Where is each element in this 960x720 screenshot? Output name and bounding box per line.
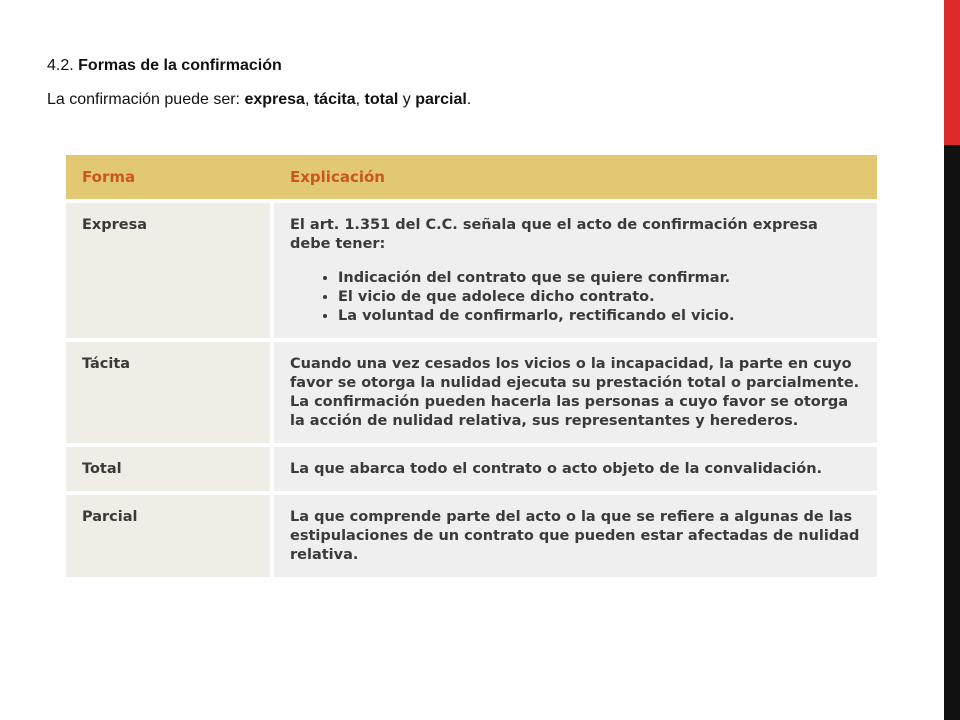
intro-term-tacita: tácita — [313, 91, 356, 108]
table-row — [66, 491, 877, 577]
intro-prefix: La confirmación puede ser: — [47, 91, 245, 108]
header-forma: Forma — [66, 155, 274, 199]
forms-table — [66, 155, 877, 577]
intro-term-total: total — [364, 91, 399, 108]
list-item: • El vicio de que adolece dicho contrato. — [338, 288, 861, 307]
table-header-row — [66, 155, 877, 199]
intro-term-parcial: parcial — [415, 91, 467, 108]
cell-forma: Expresa — [66, 199, 274, 338]
cell-forma: Parcial — [66, 491, 274, 577]
cell-explicacion: Cuando una vez cesados los vicios o la incapacidad, la parte en cuyo favor se otorga la nulidad ejecuta su prestación total o parcialmente. La confirmación pueden hacerla las personas a cuyo favor se otorga la acción de nulidad relativa, sus representantes y herederos. — [274, 338, 877, 443]
cell-explicacion: La que abarca todo el contrato o acto objeto de la convalidación. — [274, 443, 877, 491]
intro-separator: , — [304, 91, 314, 108]
table-row — [66, 443, 877, 491]
explicacion-text: El art. 1.351 del C.C. señala que el acto de confirmación expresa debe tener: — [290, 217, 818, 252]
intro-end: . — [466, 91, 472, 108]
forms-table-container — [66, 155, 877, 577]
table-row — [66, 199, 877, 338]
side-accent-bar-red — [944, 0, 960, 145]
intro-term-expresa: expresa — [244, 91, 305, 108]
requirements-list — [290, 269, 861, 326]
cell-explicacion — [274, 199, 877, 338]
side-accent-bar-black — [944, 145, 960, 720]
table-row — [66, 338, 877, 443]
slide-heading — [47, 56, 282, 76]
intro-separator: y — [398, 91, 416, 108]
heading-title: Formas de la confirmación — [78, 57, 282, 74]
list-item: • La voluntad de confirmarlo, rectificando el vicio. — [338, 307, 861, 326]
cell-forma: Total — [66, 443, 274, 491]
cell-explicacion: La que comprende parte del acto o la que se refiere a algunas de las estipulaciones de un contrato que pueden estar afectadas de nulidad relativa. — [274, 491, 877, 577]
list-item: • Indicación del contrato que se quiere confirmar. — [338, 269, 861, 288]
header-explicacion: Explicación — [274, 155, 877, 199]
cell-forma: Tácita — [66, 338, 274, 443]
intro-separator: , — [355, 91, 365, 108]
intro-text — [47, 90, 471, 110]
heading-number: 4.2. — [47, 57, 74, 74]
